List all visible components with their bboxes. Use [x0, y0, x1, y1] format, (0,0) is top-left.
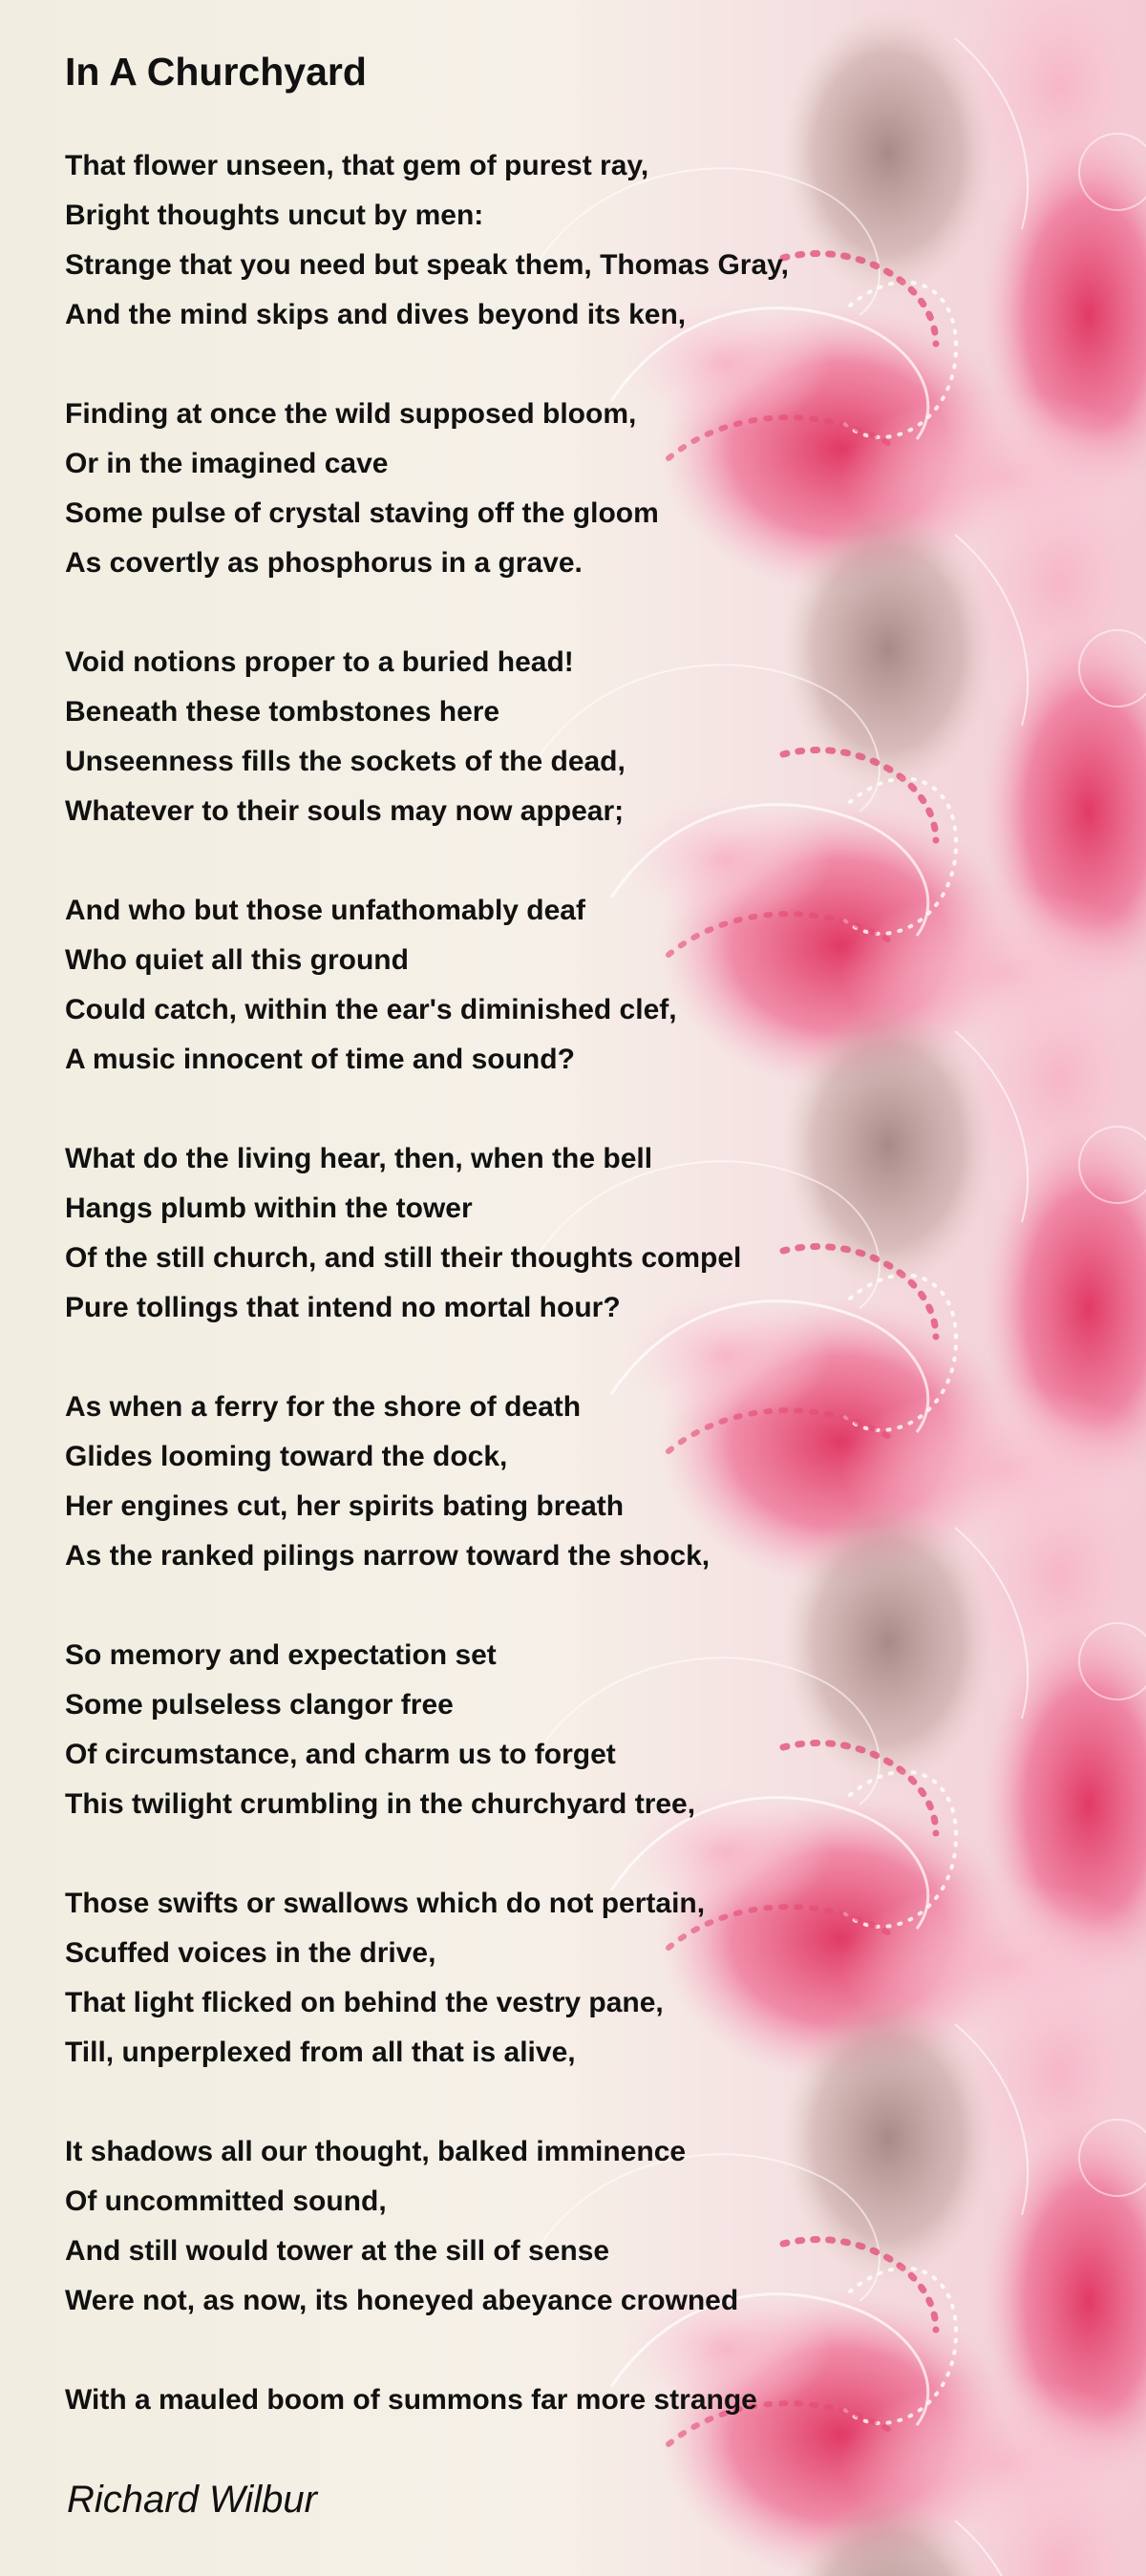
poem-line: Of circumstance, and charm us to forget: [65, 1739, 616, 1770]
poem-line: Finding at once the wild supposed bloom,: [65, 398, 637, 430]
poem-line: And who but those unfathomably deaf: [65, 895, 585, 926]
poem-line: Glides looming toward the dock,: [65, 1441, 508, 1472]
poem-line: Of the still church, and still their thoughts compel: [65, 1242, 742, 1274]
stanza-break: [65, 588, 1096, 638]
poem-line: Strange that you need but speak them, Thomas Gray,: [65, 249, 789, 281]
poem-author: Richard Wilbur: [67, 2479, 317, 2521]
poem-line: Void notions proper to a buried head!: [65, 646, 574, 678]
poem-line: That light flicked on behind the vestry pane,: [65, 1987, 664, 2018]
poem-line: What do the living hear, then, when the bell: [65, 1143, 653, 1174]
poem-line: Some pulse of crystal staving off the gloom: [65, 497, 659, 529]
poem-line: Beneath these tombstones here: [65, 696, 500, 728]
poem-line: Bright thoughts uncut by men:: [65, 200, 484, 231]
poem-line: Till, unperplexed from all that is alive,: [65, 2037, 576, 2068]
stanza-break: [65, 2078, 1096, 2127]
poem-line: As the ranked pilings narrow toward the shock,: [65, 1540, 711, 1572]
poem-line: Who quiet all this ground: [65, 944, 409, 976]
poem-line: Hangs plumb within the tower: [65, 1193, 473, 1224]
stanza-break: [65, 340, 1096, 390]
stanza-break: [65, 1581, 1096, 1631]
stanza-break: [65, 1829, 1096, 1879]
poem-line: Could catch, within the ear's diminished clef,: [65, 994, 677, 1025]
poem-line: Were not, as now, its honeyed abeyance crowned: [65, 2285, 739, 2316]
stanza-break: [65, 1085, 1096, 1134]
poem-line: As covertly as phosphorus in a grave.: [65, 547, 583, 579]
poem-body: [65, 141, 1096, 2425]
poem-line: Some pulseless clangor free: [65, 1689, 454, 1721]
poem-line: A music innocent of time and sound?: [65, 1044, 575, 1075]
poem-line: Scuffed voices in the drive,: [65, 1937, 436, 1969]
stanza-break: [65, 836, 1096, 886]
poem-line: Her engines cut, her spirits bating breath: [65, 1490, 625, 1522]
poem-line: Unseenness fills the sockets of the dead,: [65, 746, 626, 777]
poem-line: Or in the imagined cave: [65, 448, 389, 479]
poem-line: Whatever to their souls may now appear;: [65, 795, 625, 827]
stanza-break: [65, 2326, 1096, 2375]
stanza-break: [65, 1333, 1096, 1383]
poem-line: As when a ferry for the shore of death: [65, 1391, 582, 1423]
poem-line: Of uncommitted sound,: [65, 2185, 387, 2217]
poem-title: In A Churchyard: [65, 50, 367, 94]
poem-line: Those swifts or swallows which do not pertain,: [65, 1888, 706, 1919]
poem-line: Pure tollings that intend no mortal hour?: [65, 1292, 621, 1323]
poem-line: It shadows all our thought, balked imminence: [65, 2136, 687, 2167]
poem-line: And still would tower at the sill of sense: [65, 2235, 610, 2267]
poem-line: So memory and expectation set: [65, 1639, 497, 1671]
poem-line: This twilight crumbling in the churchyard tree,: [65, 1788, 696, 1820]
poem-line: With a mauled boom of summons far more strange: [65, 2384, 757, 2416]
poem-line: And the mind skips and dives beyond its ken,: [65, 299, 687, 330]
poem-line: That flower unseen, that gem of purest ray,: [65, 150, 649, 181]
